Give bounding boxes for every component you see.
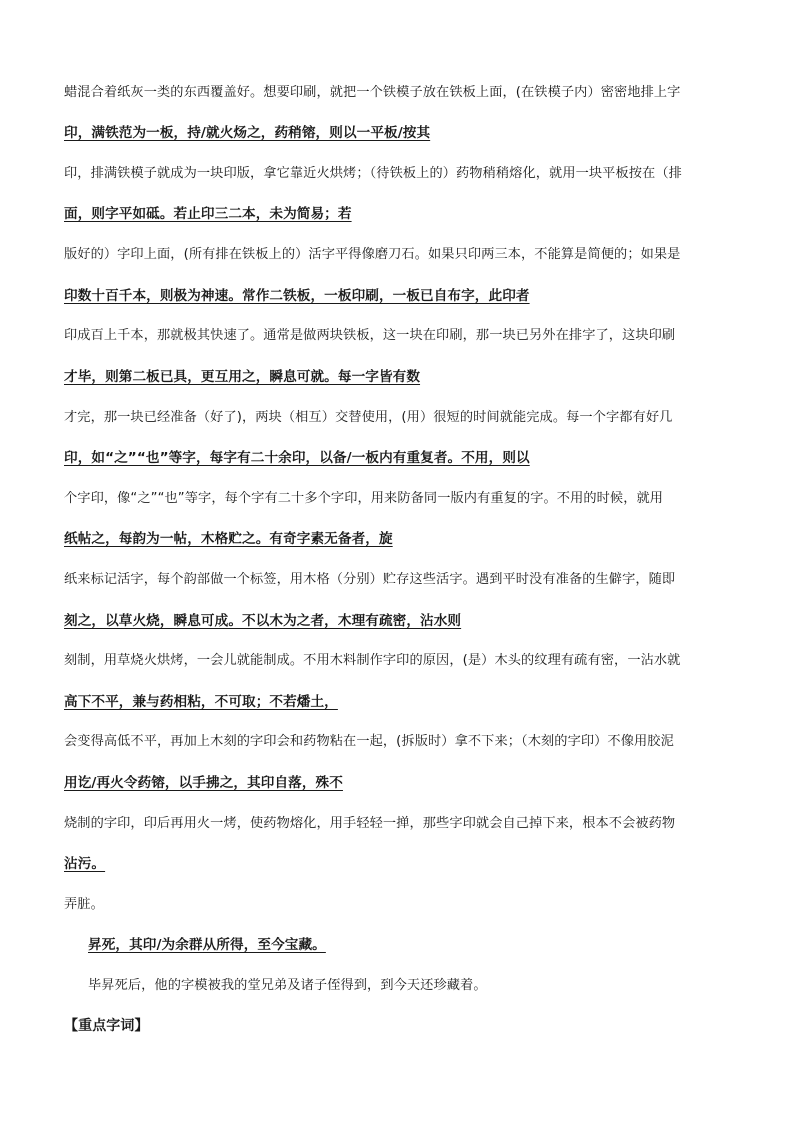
original-text-line: 昇死，其印/为余群从所得，至今宝藏。 (88, 937, 326, 953)
translation-line: 才完，那一块已经准备（好了)，两块（相互）交替使用，(用）很短的时间就能完成。每一个字都有好几 (64, 410, 673, 425)
translation-line: 个字印，像“之”“也”等字，每个字有二十多个字印，用来防备同一版内有重复的字。不用的时候，就用 (64, 491, 664, 506)
original-text-line: 沾污。 (64, 856, 106, 872)
translation-line: 烧制的字印，印后再用火一烤，使药物熔化，用手轻轻一掸，那些字印就会自己掉下来，根本不会被药物 (64, 816, 676, 831)
translation-line: 纸来标记活字，每个韵部做一个标签，用木格（分别）贮存这些活字。遇到平时没有准备的生僻字，随即 (64, 572, 676, 587)
original-text-line: 刻之，以草火烧，瞬息可成。不以木为之者，木理有疏密，沾水则 (64, 613, 462, 629)
original-text-line: 高下不平，兼与药相粘，不可取；不若燔土， (64, 694, 338, 710)
original-text-line: 面，则字平如砥。若止印三二本，未为简易；若 (64, 206, 352, 222)
original-text-line: 印数十百千本，则极为神速。常作二铁板，一板印刷，一板已自布字，此印者 (64, 288, 530, 304)
original-text-line: 纸帖之，每韵为一帖，木格贮之。有奇字素无备者，旋 (64, 531, 393, 547)
original-text-line: 印，满铁范为一板，持/就火炀之，药稍镕，则以一平板/按其 (64, 125, 431, 141)
translation-line: 蜡混合着纸灰一类的东西覆盖好。想要印刷，就把一个铁模子放在铁板上面，(在铁模子内）密密地排上字 (64, 85, 681, 100)
translation-line: 弄脏。 (64, 897, 104, 912)
original-text-line: 才毕，则第二板已具，更互用之，瞬息可就。每一字皆有数 (64, 369, 421, 385)
translation-line: 毕昇死后，他的字模被我的堂兄弟及诸子侄得到，到今天还珍藏着。 (88, 978, 487, 993)
translation-line: 刻制，用草烧火烘烤，一会儿就能制成。不用木料制作字印的原因，(是）木头的纹理有疏有密，一沾水就 (64, 653, 681, 668)
translation-line: 印成百上千本，那就极其快速了。通常是做两块铁板，这一块在印刷，那一块已另外在排字了，这块印刷 (64, 328, 676, 343)
translation-line: 印，排满铁模子就成为一块印版，拿它靠近火烘烤；（待铁板上的）药物稍稍熔化，就用一块平板按在（排 (64, 166, 682, 181)
original-text-line: 印，如“之”“也”等字，每字有二十余印，以备/一板内有重复者。不用，则以 (64, 450, 530, 466)
translation-line: 版好的）字印上面，(所有排在铁板上的）活字平得像磨刀石。如果只印两三本，不能算是简便的；如果是 (64, 247, 681, 262)
original-text-line: 用讫/再火令药镕，以手拂之，其印自落，殊不 (64, 775, 343, 791)
section-heading: 【重点字词】 (64, 1018, 149, 1034)
translation-line: 会变得高低不平，再加上木刻的字印会和药物粘在一起，(拆版时）拿不下来；（木刻的字印）不像用胶泥 (64, 734, 674, 749)
